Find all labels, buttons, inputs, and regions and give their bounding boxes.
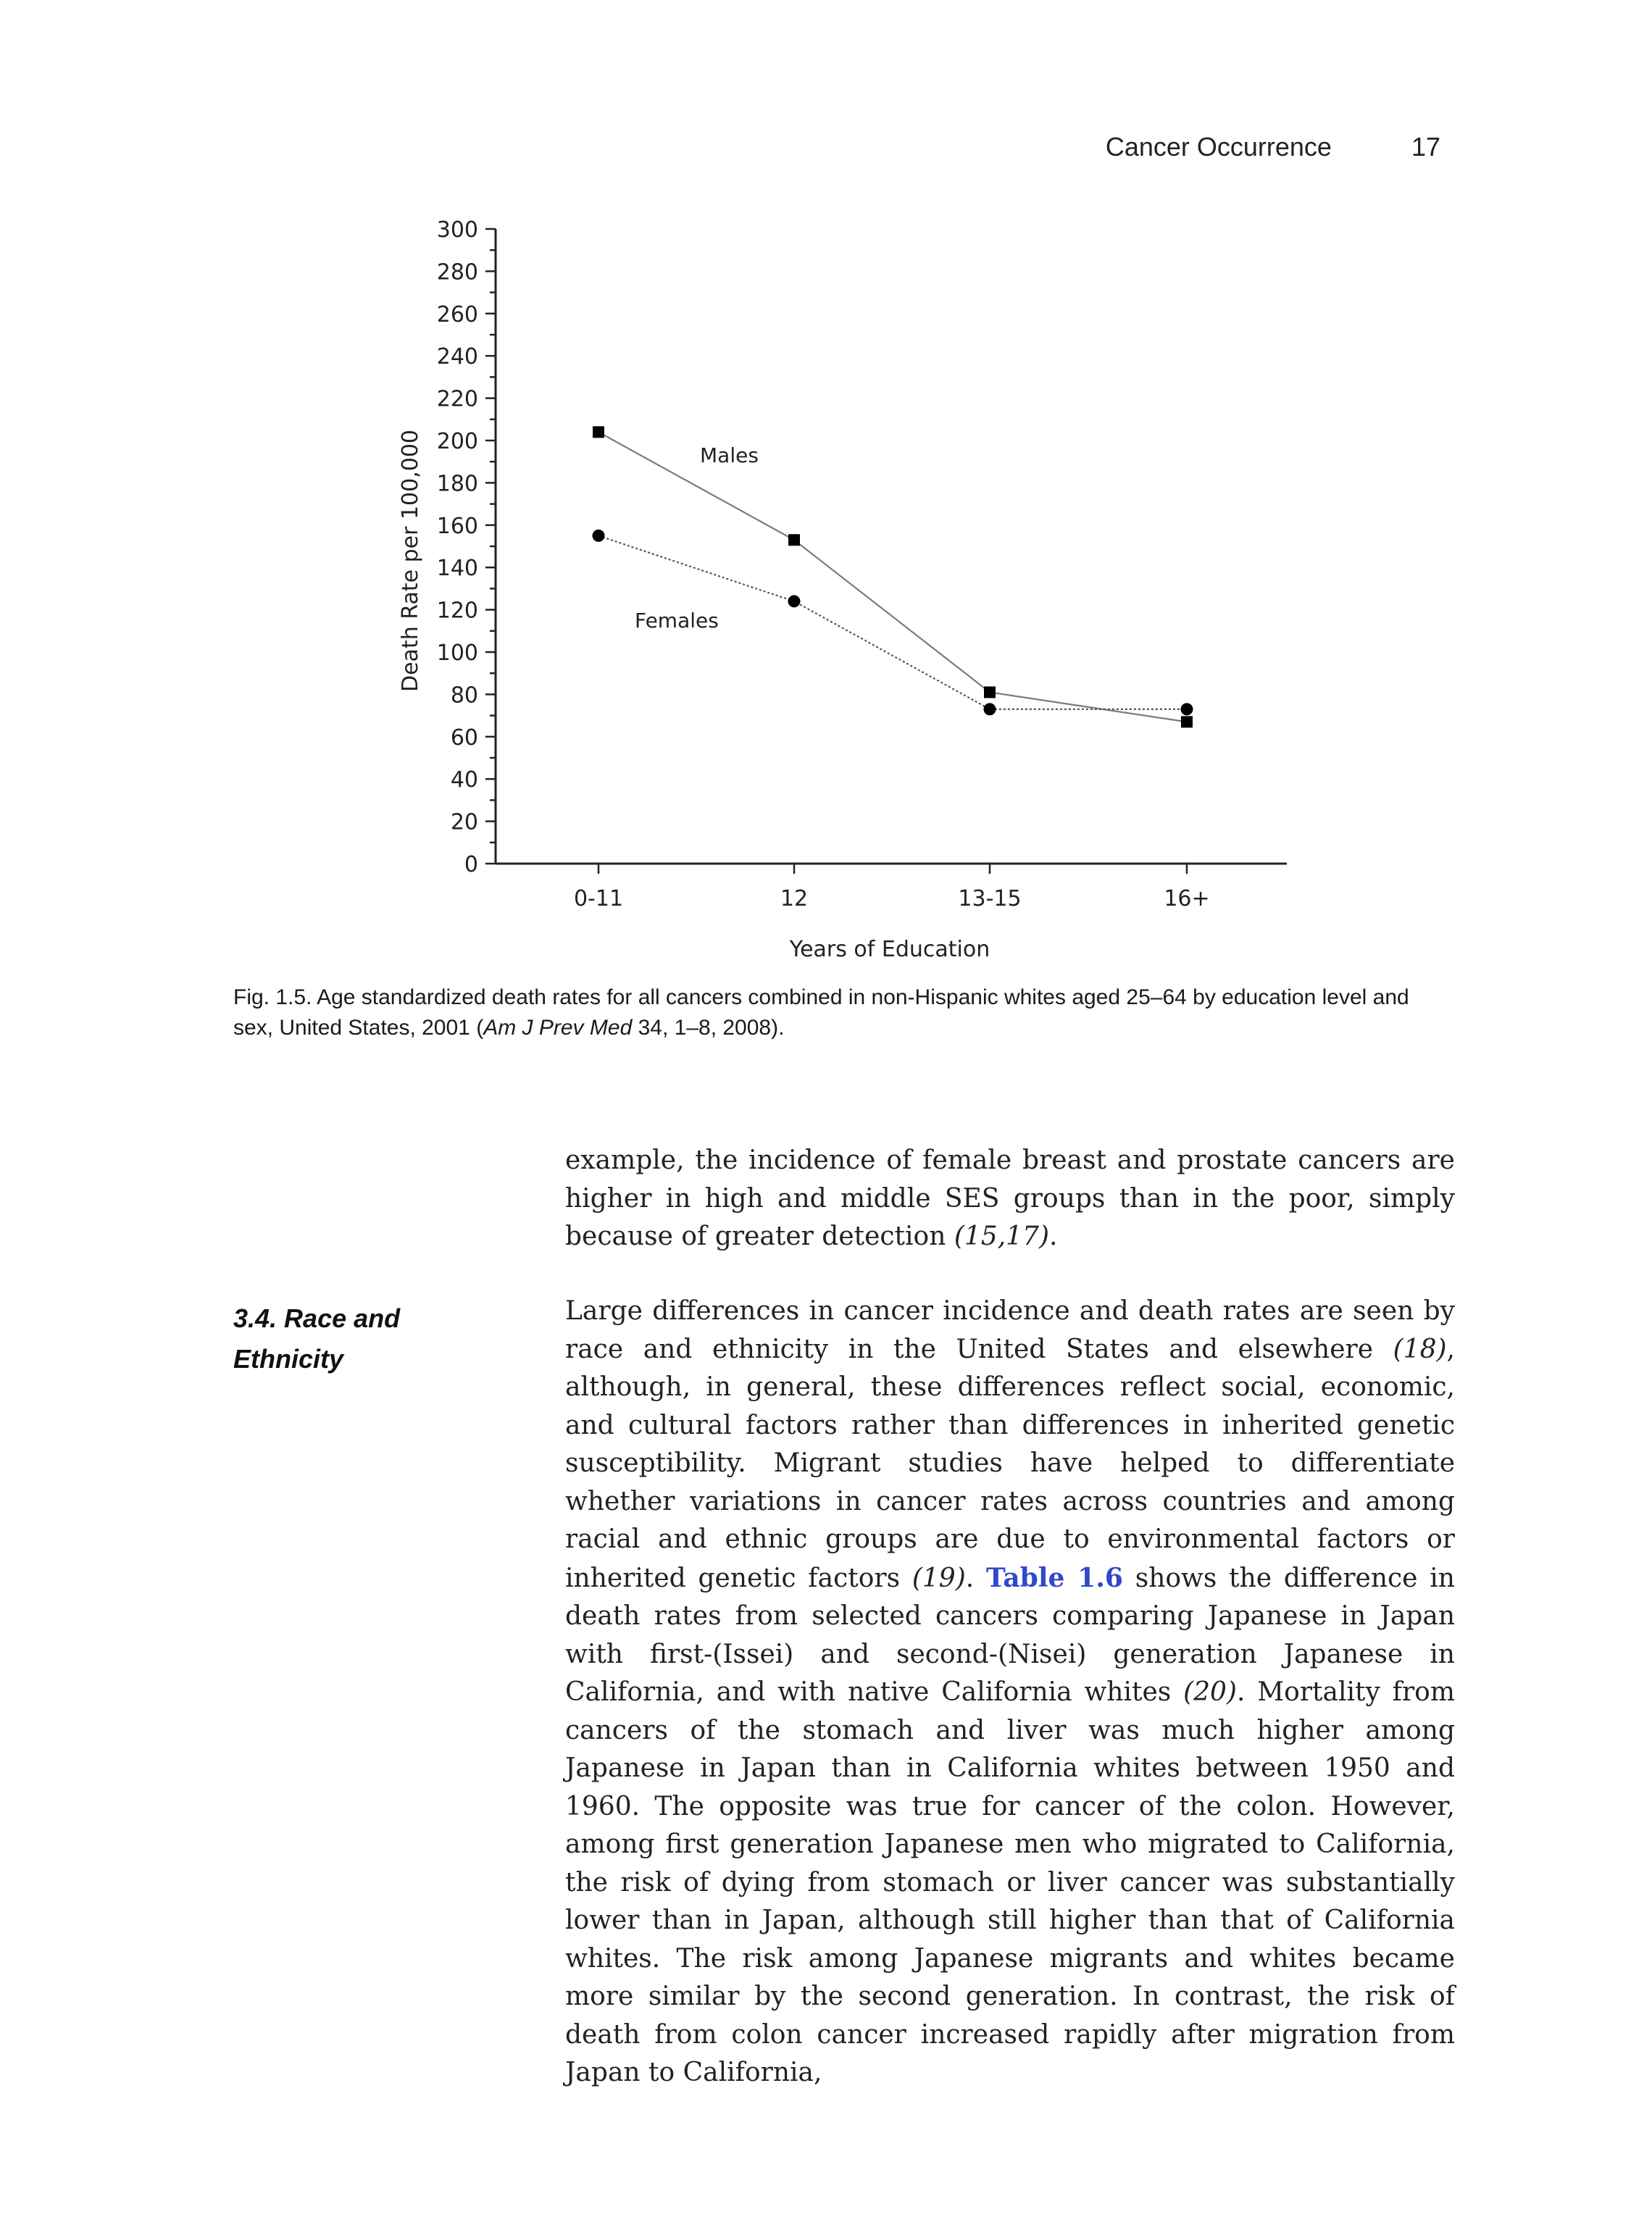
- females-series-label: Females: [635, 609, 719, 633]
- paragraph-1-text: example, the incidence of female breast and prostate cancers are higher in high and middle SES groups than in the poor, simply because of greater detection: [565, 1145, 1455, 1251]
- paragraph-2-text-c: .: [965, 1563, 986, 1593]
- y-tick-label: 0: [464, 852, 478, 877]
- y-tick-label: 240: [436, 344, 478, 370]
- y-tick-label: 200: [436, 429, 478, 454]
- x-tick-label: 13-15: [958, 886, 1022, 911]
- page-number: 17: [1411, 132, 1440, 162]
- males-series-line: [598, 432, 1187, 722]
- y-tick-label: 280: [436, 259, 478, 285]
- table-1-6-link[interactable]: Table 1.6: [986, 1562, 1123, 1593]
- caption-journal: Am J Prev Med: [483, 1016, 633, 1040]
- females-data-point: [593, 530, 605, 542]
- citation-15-17: (15,17): [954, 1222, 1049, 1251]
- caption-label: Fig. 1.5.: [233, 985, 312, 1009]
- males-data-point: [984, 686, 996, 698]
- y-tick-label: 20: [450, 809, 478, 835]
- y-tick-label: 120: [436, 598, 478, 624]
- y-tick-label: 220: [436, 386, 478, 412]
- x-axis-title: Years of Education: [789, 937, 990, 962]
- y-tick-label: 300: [436, 217, 478, 243]
- paragraph-2: [565, 1293, 1455, 2092]
- males-data-point: [1181, 716, 1193, 727]
- paragraph-2-text-d: shows the difference in death rates from selected cancers comparing Japanese in Japan with first-(Issei) and second-(Nisei) generation Japanese in California, and with native California whites: [565, 1563, 1455, 1707]
- y-tick-label: 260: [436, 301, 478, 327]
- figure-caption: [233, 982, 1451, 1043]
- y-tick-label: 160: [436, 513, 478, 539]
- citation-18: (18): [1393, 1334, 1447, 1364]
- x-tick-label: 12: [780, 886, 809, 911]
- males-data-point: [788, 534, 800, 546]
- y-tick-label: 60: [450, 725, 478, 751]
- y-tick-label: 100: [436, 640, 478, 666]
- paragraph-2-text-b: , although, in general, these differences reflect social, economic, and cultural factors rather than differences in inherited genetic susceptibility. Migrant studies have helped to differentiate whether variations in cancer rates across countries and among racial and ethnic groups are due to environmental factors or inherited genetic factors: [565, 1334, 1455, 1593]
- paragraph-2-text-e: . Mortality from cancers of the stomach and liver was much higher among Japanese in Japan than in California whites between 1950 and 1960. The opposite was true for cancer of the colon. However, among first generation Japanese men who migrated to California, the risk of dying from stomach or liver cancer was substantially lower than in Japan, although still higher than that of California whites. The risk among Japanese migrants and whites became more similar by the second generation. In contrast, the risk of death from colon cancer increased rapidly after migration from Japan to California,: [565, 1677, 1455, 2087]
- y-tick-label: 40: [450, 767, 478, 793]
- females-data-point: [1181, 703, 1193, 715]
- y-axis-title: Death Rate per 100,000: [398, 429, 423, 693]
- paragraph-1: [565, 1142, 1455, 1256]
- females-data-point: [984, 703, 996, 715]
- section-heading: 3.4. Race and Ethnicity: [233, 1303, 401, 1374]
- males-data-point: [593, 426, 604, 438]
- y-tick-label: 140: [436, 556, 478, 582]
- females-data-point: [788, 595, 801, 607]
- paragraph-2-text-a: Large differences in cancer incidence and death rates are seen by race and ethnicity in the United States and elsewhere: [565, 1296, 1455, 1364]
- paragraph-1-end: .: [1049, 1222, 1058, 1251]
- citation-19: (19): [911, 1563, 966, 1593]
- males-series-label: Males: [700, 443, 759, 467]
- citation-20: (20): [1183, 1677, 1237, 1707]
- y-tick-label: 180: [436, 471, 478, 497]
- caption-text-end: 34, 1–8, 2008).: [632, 1016, 785, 1040]
- x-tick-label: 16+: [1164, 886, 1210, 911]
- death-rate-line-chart: [0, 0, 1652, 971]
- caption-text: Age standardized death rates for all cancers combined in non-Hispanic whites aged 25–64 by education level and sex, United States, 2001 (: [233, 985, 1409, 1040]
- x-tick-label: 0-11: [573, 886, 624, 911]
- running-title: Cancer Occurrence: [1105, 132, 1332, 162]
- y-tick-label: 80: [450, 682, 478, 709]
